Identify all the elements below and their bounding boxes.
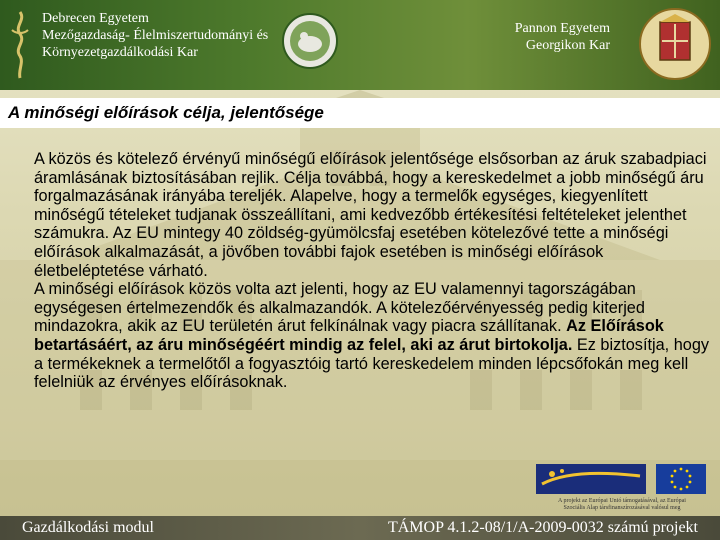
eu-caption-line-2: Szociális Alap társfinanszírozásával valósul meg — [563, 505, 681, 511]
left-institution-name — [42, 10, 268, 61]
eu-flag-icon — [656, 464, 706, 494]
eu-caption-line-1: A projekt az Európai Unió támogatásával, az Európai — [558, 498, 686, 504]
paragraph-2-end: Ez biztosítja, hogy a termékeknek a termelőtől a fogyasztóig tartó kereskedelem minden lépcsőfokán meg kell felelniük az érvényes előírásoknak. — [34, 335, 710, 392]
faculty-seal-icon — [282, 8, 338, 74]
paragraph-2-bold: Az Előírások betartásáért, az áru minőségéért mindig az felel, aki az árut birtokolja. — [34, 317, 664, 354]
slide-title: A minőségi előírások célja, jelentősége — [8, 103, 324, 122]
paragraph-1: A közös és kötelező érvényű minőségű előírások jelentősége elsősorban az áruk szabadpiaci áramlásának biztosításában rejlik. Célja továbbá, hogy a kereskedelmet a jobb minőségű áru forgalmazásának irányába tereljék. Alapelve, hogy a termelők egységes, kiegyenlített minőségű tételeket tudjanak összeállítani, ami kedvezőbb értékesítési feltételeket jelenthet számukra. Az EU mintegy 40 zöldség-gyümölcsfaj esetében kötelezővé tette a minőségi előírások alkalmazását, a jövőben további fajok esetében is minőségi előírások életbeléptetése várható. — [34, 150, 707, 280]
university-logo-icon — [6, 10, 34, 80]
footer-module-name: Gazdálkodási modul — [22, 519, 154, 536]
header-banner — [0, 0, 720, 90]
uj-magyarorszag-logo — [536, 464, 646, 494]
slide-body — [34, 150, 710, 392]
left-institution-line-2: Mezőgazdaság- Élelmiszertudományi és — [42, 28, 269, 43]
eu-funding-caption — [532, 498, 712, 512]
paragraph-2-start: A minőségi előírások közös volta azt jelenti, hogy az EU valamennyi tagországában egységesen értelmezendők és alkalmazandók. A kötelezőérvényesség pedig kiterjed mindazokra, akik az EU területén árut felkínálnak vagy piacra szállítanak. — [34, 280, 645, 336]
university-crest-icon — [638, 6, 712, 82]
right-institution-line-1: Pannon Egyetem — [514, 21, 610, 36]
right-institution-line-2: Georgikon Kar — [525, 38, 610, 53]
right-institution-name — [515, 20, 610, 54]
paragraph-2 — [34, 280, 710, 392]
left-institution-line-3: Környezetgazdálkodási Kar — [42, 45, 198, 60]
left-institution-line-1: Debrecen Egyetem — [42, 11, 149, 26]
footer-project-id: TÁMOP 4.1.2-08/1/A-2009-0032 számú projekt — [387, 519, 698, 536]
